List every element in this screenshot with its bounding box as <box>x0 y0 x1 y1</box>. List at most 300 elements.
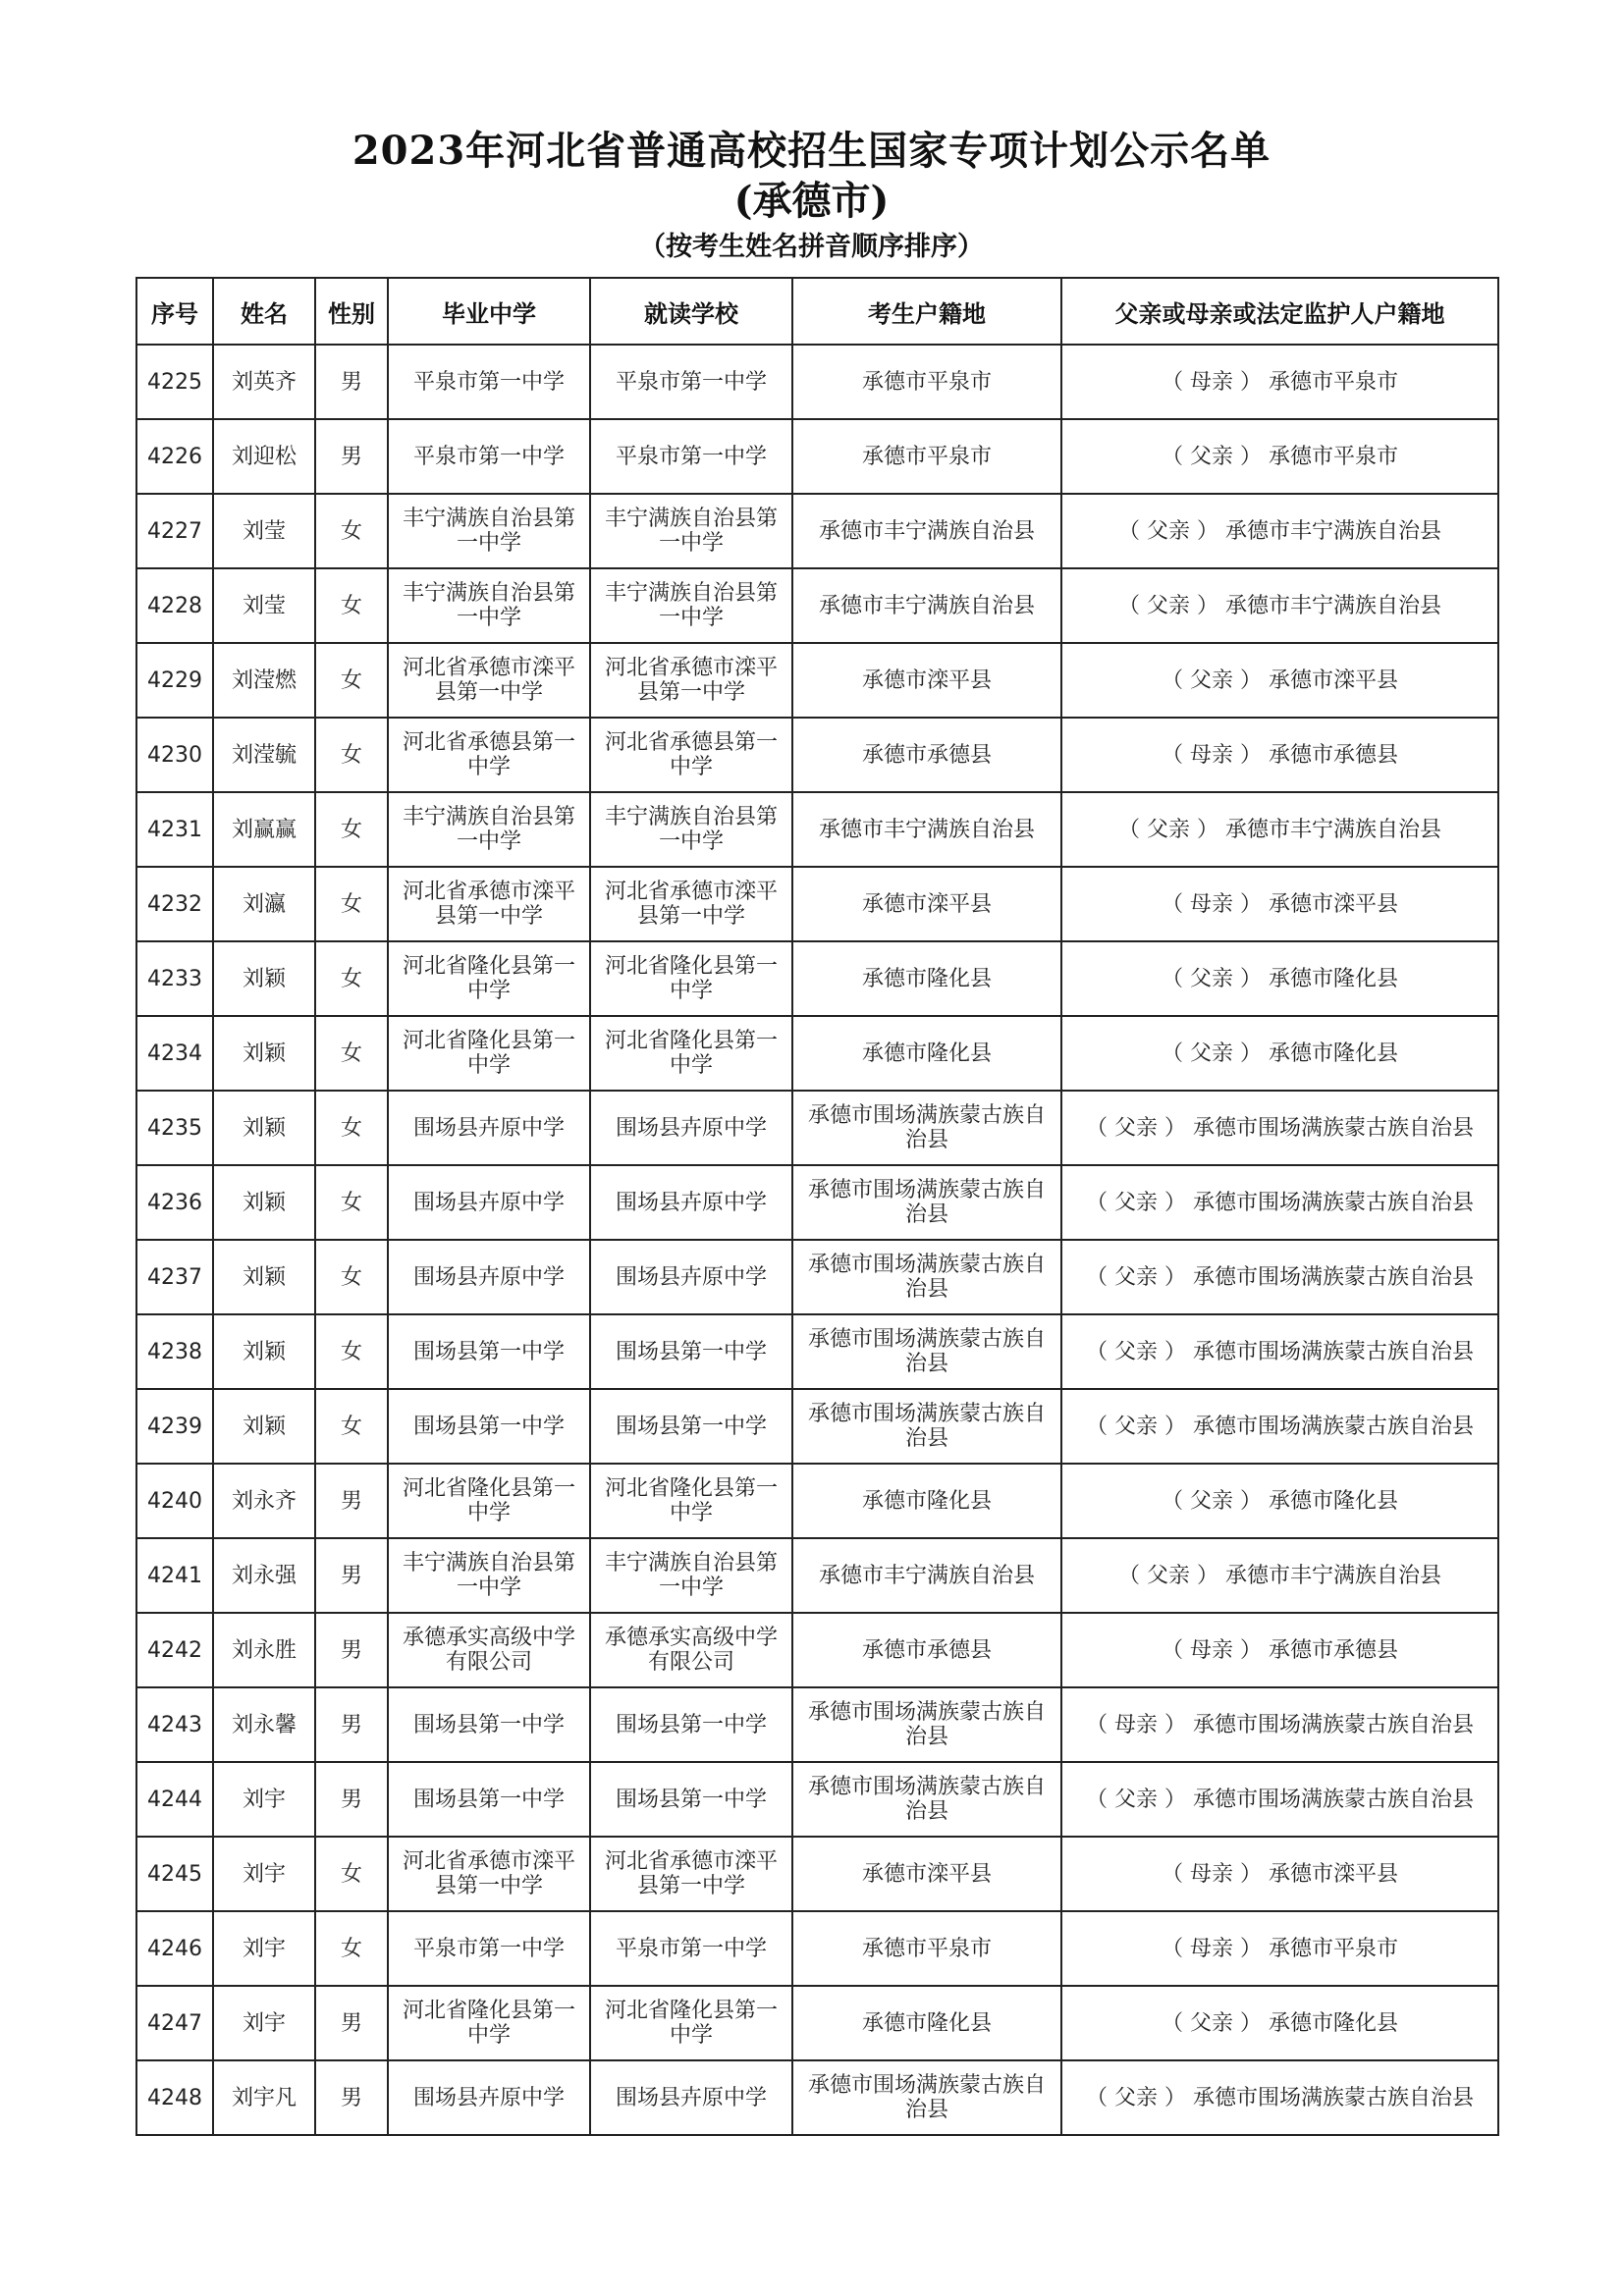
cell-name <box>213 419 315 494</box>
cell-guardian-hukou <box>1061 792 1498 867</box>
cell-student-hukou <box>792 941 1061 1016</box>
cell-gender <box>315 1389 388 1464</box>
cell-guardian-hukou-text: （ 母亲 ） 承德市承德县 <box>1162 1637 1398 1663</box>
cell-name-text: 刘宇 <box>242 1861 286 1887</box>
cell-current-school-text: 河北省承德市滦平县第一中学 <box>604 656 778 705</box>
cell-guardian-hukou <box>1061 2060 1498 2135</box>
cell-guardian-hukou-text: （ 父亲 ） 承德市丰宁满族自治县 <box>1118 817 1441 842</box>
cell-graduation-school-text: 丰宁满族自治县第一中学 <box>402 805 575 854</box>
cell-student-hukou <box>792 419 1061 494</box>
cell-graduation-school <box>388 1165 590 1240</box>
cell-student-hukou-text: 承德市丰宁满族自治县 <box>818 1563 1035 1588</box>
cell-graduation-school <box>388 568 590 643</box>
cell-seq-text: 4227 <box>147 518 202 544</box>
cell-student-hukou-text: 承德市丰宁满族自治县 <box>818 593 1035 618</box>
cell-current-school-text: 河北省承德市滦平县第一中学 <box>604 880 778 929</box>
cell-name <box>213 718 315 792</box>
table-row <box>136 2060 1498 2135</box>
cell-gender-text: 男 <box>340 1637 362 1663</box>
cell-guardian-hukou <box>1061 1911 1498 1986</box>
cell-seq-text: 4239 <box>147 1414 202 1439</box>
cell-seq-text: 4248 <box>147 2085 202 2110</box>
document-title: 2023年河北省普通高校招生国家专项计划公示名单 <box>352 128 1271 174</box>
cell-name <box>213 494 315 568</box>
cell-seq <box>136 1837 213 1911</box>
cell-current-school-text: 河北省承德县第一中学 <box>604 730 778 779</box>
cell-guardian-hukou <box>1061 718 1498 792</box>
cell-graduation-school <box>388 2060 590 2135</box>
cell-guardian-hukou <box>1061 867 1498 941</box>
cell-gender-text: 男 <box>340 444 362 469</box>
cell-student-hukou-text: 承德市承德县 <box>861 742 992 768</box>
cell-current-school <box>590 1837 792 1911</box>
cell-student-hukou-text: 承德市隆化县 <box>861 1041 992 1066</box>
cell-current-school-text: 平泉市第一中学 <box>615 369 767 395</box>
cell-current-school-text: 围场县第一中学 <box>615 1712 767 1737</box>
cell-name-text: 刘永齐 <box>231 1488 297 1514</box>
cell-seq-text: 4231 <box>147 817 202 842</box>
cell-current-school-text: 围场县第一中学 <box>615 1414 767 1439</box>
cell-seq-text: 4246 <box>147 1936 202 1961</box>
cell-seq-text: 4240 <box>147 1488 202 1514</box>
cell-guardian-hukou <box>1061 1240 1498 1314</box>
cell-student-hukou <box>792 1762 1061 1837</box>
cell-gender <box>315 1762 388 1837</box>
cell-guardian-hukou-text: （ 母亲 ） 承德市平泉市 <box>1162 1936 1398 1961</box>
cell-graduation-school-text: 平泉市第一中学 <box>412 369 565 395</box>
cell-current-school-text: 河北省隆化县第一中学 <box>604 1476 778 1525</box>
cell-current-school <box>590 1314 792 1389</box>
cell-seq <box>136 792 213 867</box>
cell-current-school-text: 平泉市第一中学 <box>615 1936 767 1961</box>
cell-current-school-text: 围场县卉原中学 <box>615 1190 767 1215</box>
cell-seq <box>136 941 213 1016</box>
cell-gender-text: 男 <box>340 1712 362 1737</box>
table-row <box>136 1538 1498 1613</box>
cell-gender <box>315 1538 388 1613</box>
cell-seq <box>136 1613 213 1687</box>
cell-guardian-hukou <box>1061 1762 1498 1837</box>
table-body <box>136 345 1498 2135</box>
cell-student-hukou-text: 承德市围场满族蒙古族自治县 <box>807 1253 1046 1302</box>
header-guardian-hukou: 父亲或母亲或法定监护人户籍地 <box>1061 278 1498 345</box>
cell-graduation-school-text: 围场县卉原中学 <box>412 1190 565 1215</box>
cell-seq-text: 4241 <box>147 1563 202 1588</box>
cell-current-school-text: 围场县卉原中学 <box>615 1264 767 1290</box>
cell-graduation-school <box>388 345 590 419</box>
cell-guardian-hukou-text: （ 父亲 ） 承德市丰宁满族自治县 <box>1118 1563 1441 1588</box>
table-row <box>136 345 1498 419</box>
cell-student-hukou-text: 承德市平泉市 <box>861 369 992 395</box>
cell-current-school <box>590 867 792 941</box>
cell-seq-text: 4233 <box>147 966 202 991</box>
cell-guardian-hukou <box>1061 1314 1498 1389</box>
cell-student-hukou-text: 承德市隆化县 <box>861 1488 992 1514</box>
cell-name <box>213 1091 315 1165</box>
cell-graduation-school-text: 河北省承德县第一中学 <box>402 730 575 779</box>
cell-gender <box>315 941 388 1016</box>
cell-current-school-text: 平泉市第一中学 <box>615 444 767 469</box>
cell-name <box>213 1240 315 1314</box>
cell-gender <box>315 1091 388 1165</box>
cell-name <box>213 867 315 941</box>
cell-seq <box>136 494 213 568</box>
cell-guardian-hukou <box>1061 419 1498 494</box>
cell-graduation-school-text: 围场县第一中学 <box>412 1787 565 1812</box>
cell-graduation-school-text: 围场县第一中学 <box>412 1414 565 1439</box>
cell-student-hukou <box>792 1016 1061 1091</box>
cell-current-school <box>590 1687 792 1762</box>
cell-seq <box>136 867 213 941</box>
cell-student-hukou-text: 承德市围场满族蒙古族自治县 <box>807 1700 1046 1749</box>
cell-current-school <box>590 1911 792 1986</box>
cell-graduation-school-text: 围场县卉原中学 <box>412 2085 565 2110</box>
cell-current-school <box>590 568 792 643</box>
cell-gender <box>315 1165 388 1240</box>
cell-seq <box>136 1538 213 1613</box>
cell-gender-text: 男 <box>340 1488 362 1514</box>
cell-guardian-hukou <box>1061 1538 1498 1613</box>
cell-student-hukou-text: 承德市平泉市 <box>861 1936 992 1961</box>
cell-student-hukou-text: 承德市承德县 <box>861 1637 992 1663</box>
cell-gender-text: 女 <box>340 966 362 991</box>
cell-current-school-text: 承德承实高级中学有限公司 <box>604 1626 778 1675</box>
cell-student-hukou-text: 承德市滦平县 <box>861 1861 992 1887</box>
cell-name-text: 刘莹 <box>242 593 286 618</box>
cell-name-text: 刘颖 <box>242 1264 286 1290</box>
cell-gender-text: 男 <box>340 2010 362 2036</box>
cell-name <box>213 568 315 643</box>
table-row <box>136 1687 1498 1762</box>
cell-gender-text: 女 <box>340 1115 362 1141</box>
cell-graduation-school-text: 围场县第一中学 <box>412 1712 565 1737</box>
cell-seq <box>136 1464 213 1538</box>
cell-current-school <box>590 941 792 1016</box>
cell-current-school-text: 丰宁满族自治县第一中学 <box>604 805 778 854</box>
cell-current-school-text: 围场县第一中学 <box>615 1787 767 1812</box>
cell-current-school <box>590 2060 792 2135</box>
cell-seq <box>136 1762 213 1837</box>
cell-seq <box>136 1687 213 1762</box>
cell-guardian-hukou-text: （ 父亲 ） 承德市围场满族蒙古族自治县 <box>1086 2085 1474 2110</box>
cell-name <box>213 1687 315 1762</box>
cell-graduation-school <box>388 1687 590 1762</box>
cell-name <box>213 1389 315 1464</box>
cell-student-hukou-text: 承德市丰宁满族自治县 <box>818 518 1035 544</box>
cell-gender <box>315 1613 388 1687</box>
cell-gender <box>315 2060 388 2135</box>
cell-current-school <box>590 1091 792 1165</box>
cell-current-school-text: 河北省隆化县第一中学 <box>604 954 778 1003</box>
cell-current-school <box>590 643 792 718</box>
cell-graduation-school <box>388 1613 590 1687</box>
cell-graduation-school <box>388 1389 590 1464</box>
cell-guardian-hukou-text: （ 父亲 ） 承德市围场满族蒙古族自治县 <box>1086 1264 1474 1290</box>
cell-seq-text: 4228 <box>147 593 202 618</box>
cell-name-text: 刘颖 <box>242 1115 286 1141</box>
cell-gender <box>315 718 388 792</box>
cell-name <box>213 792 315 867</box>
cell-graduation-school-text: 围场县卉原中学 <box>412 1264 565 1290</box>
cell-guardian-hukou <box>1061 1165 1498 1240</box>
header-graduation-school: 毕业中学 <box>388 278 590 345</box>
cell-name <box>213 1613 315 1687</box>
cell-guardian-hukou <box>1061 345 1498 419</box>
header-seq: 序号 <box>136 278 213 345</box>
cell-student-hukou-text: 承德市围场满族蒙古族自治县 <box>807 1103 1046 1152</box>
cell-seq-text: 4247 <box>147 2010 202 2036</box>
cell-student-hukou <box>792 1165 1061 1240</box>
cell-graduation-school <box>388 1091 590 1165</box>
cell-graduation-school-text: 河北省隆化县第一中学 <box>402 1999 575 2048</box>
cell-current-school <box>590 419 792 494</box>
cell-name-text: 刘颖 <box>242 966 286 991</box>
cell-guardian-hukou-text: （ 母亲 ） 承德市滦平县 <box>1162 891 1398 917</box>
table-row <box>136 941 1498 1016</box>
cell-name-text: 刘瀛 <box>242 891 286 917</box>
cell-name-text: 刘永胜 <box>231 1637 297 1663</box>
cell-guardian-hukou-text: （ 母亲 ） 承德市平泉市 <box>1162 369 1398 395</box>
cell-name <box>213 1314 315 1389</box>
cell-seq-text: 4236 <box>147 1190 202 1215</box>
cell-guardian-hukou-text: （ 父亲 ） 承德市隆化县 <box>1162 1041 1398 1066</box>
cell-seq <box>136 1986 213 2060</box>
cell-seq-text: 4245 <box>147 1861 202 1887</box>
cell-name-text: 刘滢燃 <box>231 667 297 693</box>
table-header <box>136 278 1498 345</box>
cell-seq-text: 4237 <box>147 1264 202 1290</box>
cell-guardian-hukou-text: （ 父亲 ） 承德市平泉市 <box>1162 444 1398 469</box>
cell-name <box>213 345 315 419</box>
cell-current-school-text: 丰宁满族自治县第一中学 <box>604 1551 778 1600</box>
document-header <box>0 126 1623 267</box>
cell-gender <box>315 1837 388 1911</box>
cell-current-school <box>590 1165 792 1240</box>
cell-guardian-hukou-text: （ 父亲 ） 承德市丰宁满族自治县 <box>1118 518 1441 544</box>
table-row <box>136 1464 1498 1538</box>
cell-seq <box>136 1165 213 1240</box>
cell-current-school <box>590 345 792 419</box>
cell-seq <box>136 568 213 643</box>
header-student-hukou: 考生户籍地 <box>792 278 1061 345</box>
cell-student-hukou <box>792 1464 1061 1538</box>
cell-student-hukou <box>792 2060 1061 2135</box>
table-row <box>136 1016 1498 1091</box>
cell-name <box>213 1986 315 2060</box>
table-row <box>136 494 1498 568</box>
cell-student-hukou <box>792 643 1061 718</box>
cell-guardian-hukou-text: （ 父亲 ） 承德市隆化县 <box>1162 1488 1398 1514</box>
cell-graduation-school <box>388 1762 590 1837</box>
cell-name-text: 刘颖 <box>242 1190 286 1215</box>
cell-gender-text: 女 <box>340 742 362 768</box>
cell-graduation-school-text: 河北省隆化县第一中学 <box>402 954 575 1003</box>
cell-seq <box>136 2060 213 2135</box>
cell-student-hukou <box>792 1389 1061 1464</box>
cell-guardian-hukou <box>1061 941 1498 1016</box>
cell-gender-text: 女 <box>340 1339 362 1364</box>
cell-seq-text: 4229 <box>147 667 202 693</box>
cell-graduation-school <box>388 1464 590 1538</box>
cell-seq <box>136 1240 213 1314</box>
cell-guardian-hukou <box>1061 1986 1498 2060</box>
table-row <box>136 867 1498 941</box>
cell-guardian-hukou <box>1061 1389 1498 1464</box>
cell-seq <box>136 1389 213 1464</box>
cell-graduation-school-text: 丰宁满族自治县第一中学 <box>402 1551 575 1600</box>
cell-seq <box>136 1911 213 1986</box>
cell-student-hukou-text: 承德市丰宁满族自治县 <box>818 817 1035 842</box>
cell-graduation-school <box>388 1314 590 1389</box>
cell-graduation-school-text: 丰宁满族自治县第一中学 <box>402 507 575 556</box>
cell-student-hukou <box>792 345 1061 419</box>
header-name: 姓名 <box>213 278 315 345</box>
cell-seq <box>136 1016 213 1091</box>
cell-guardian-hukou-text: （ 父亲 ） 承德市围场满族蒙古族自治县 <box>1086 1115 1474 1141</box>
cell-graduation-school <box>388 1240 590 1314</box>
table-row <box>136 1986 1498 2060</box>
cell-current-school-text: 河北省承德市滦平县第一中学 <box>604 1849 778 1898</box>
cell-student-hukou <box>792 568 1061 643</box>
cell-graduation-school-text: 围场县第一中学 <box>412 1339 565 1364</box>
cell-student-hukou <box>792 792 1061 867</box>
cell-gender-text: 女 <box>340 817 362 842</box>
cell-graduation-school-text: 围场县卉原中学 <box>412 1115 565 1141</box>
cell-name-text: 刘颖 <box>242 1414 286 1439</box>
cell-gender <box>315 643 388 718</box>
cell-graduation-school <box>388 419 590 494</box>
table-row <box>136 792 1498 867</box>
cell-guardian-hukou-text: （ 父亲 ） 承德市滦平县 <box>1162 667 1398 693</box>
cell-current-school-text: 围场县卉原中学 <box>615 1115 767 1141</box>
roster-table <box>135 277 1499 2136</box>
cell-graduation-school <box>388 941 590 1016</box>
cell-student-hukou <box>792 1538 1061 1613</box>
table-row <box>136 1314 1498 1389</box>
cell-graduation-school-text: 丰宁满族自治县第一中学 <box>402 581 575 630</box>
cell-seq <box>136 1314 213 1389</box>
cell-seq <box>136 1091 213 1165</box>
cell-name-text: 刘宇 <box>242 1936 286 1961</box>
cell-graduation-school-text: 河北省承德市滦平县第一中学 <box>402 880 575 929</box>
cell-student-hukou-text: 承德市滦平县 <box>861 891 992 917</box>
cell-student-hukou <box>792 494 1061 568</box>
cell-gender-text: 男 <box>340 369 362 395</box>
cell-guardian-hukou-text: （ 母亲 ） 承德市围场满族蒙古族自治县 <box>1086 1712 1474 1737</box>
cell-name <box>213 1837 315 1911</box>
cell-student-hukou-text: 承德市围场满族蒙古族自治县 <box>807 1178 1046 1227</box>
cell-gender-text: 女 <box>340 1041 362 1066</box>
cell-guardian-hukou-text: （ 父亲 ） 承德市围场满族蒙古族自治县 <box>1086 1414 1474 1439</box>
cell-guardian-hukou <box>1061 1687 1498 1762</box>
table-row <box>136 568 1498 643</box>
cell-name-text: 刘永馨 <box>231 1712 297 1737</box>
table-row <box>136 1613 1498 1687</box>
cell-student-hukou-text: 承德市围场满族蒙古族自治县 <box>807 1775 1046 1824</box>
cell-gender <box>315 1687 388 1762</box>
cell-gender <box>315 1911 388 1986</box>
cell-guardian-hukou-text: （ 父亲 ） 承德市围场满族蒙古族自治县 <box>1086 1339 1474 1364</box>
cell-seq <box>136 345 213 419</box>
table-row <box>136 1911 1498 1986</box>
cell-graduation-school <box>388 792 590 867</box>
cell-student-hukou-text: 承德市隆化县 <box>861 966 992 991</box>
cell-name-text: 刘颖 <box>242 1041 286 1066</box>
cell-student-hukou <box>792 1240 1061 1314</box>
cell-student-hukou-text: 承德市围场满族蒙古族自治县 <box>807 2073 1046 2122</box>
cell-name <box>213 941 315 1016</box>
table-row <box>136 1389 1498 1464</box>
cell-name-text: 刘英齐 <box>231 369 297 395</box>
cell-name <box>213 1911 315 1986</box>
cell-gender <box>315 867 388 941</box>
cell-graduation-school-text: 河北省隆化县第一中学 <box>402 1029 575 1078</box>
cell-guardian-hukou <box>1061 1464 1498 1538</box>
cell-gender <box>315 1986 388 2060</box>
cell-current-school <box>590 1016 792 1091</box>
cell-guardian-hukou <box>1061 643 1498 718</box>
document-subtitle: (承德市) <box>733 178 890 224</box>
cell-seq-text: 4242 <box>147 1637 202 1663</box>
table-row <box>136 419 1498 494</box>
cell-name-text: 刘宇 <box>242 2010 286 2036</box>
cell-name <box>213 1165 315 1240</box>
cell-current-school <box>590 1538 792 1613</box>
cell-guardian-hukou <box>1061 568 1498 643</box>
cell-gender <box>315 1464 388 1538</box>
cell-current-school <box>590 1389 792 1464</box>
cell-current-school <box>590 792 792 867</box>
cell-graduation-school <box>388 494 590 568</box>
table-row <box>136 1240 1498 1314</box>
cell-current-school-text: 围场县卉原中学 <box>615 2085 767 2110</box>
cell-gender-text: 女 <box>340 1190 362 1215</box>
cell-student-hukou <box>792 1091 1061 1165</box>
cell-name <box>213 1016 315 1091</box>
cell-current-school-text: 丰宁满族自治县第一中学 <box>604 507 778 556</box>
cell-student-hukou-text: 承德市围场满族蒙古族自治县 <box>807 1402 1046 1451</box>
cell-name <box>213 643 315 718</box>
cell-seq-text: 4243 <box>147 1712 202 1737</box>
cell-graduation-school <box>388 867 590 941</box>
cell-student-hukou <box>792 1687 1061 1762</box>
cell-student-hukou-text: 承德市围场满族蒙古族自治县 <box>807 1327 1046 1376</box>
cell-name-text: 刘宇 <box>242 1787 286 1812</box>
cell-student-hukou-text: 承德市滦平县 <box>861 667 992 693</box>
cell-graduation-school <box>388 643 590 718</box>
cell-gender-text: 女 <box>340 1861 362 1887</box>
cell-gender-text: 女 <box>340 1414 362 1439</box>
cell-gender-text: 女 <box>340 1264 362 1290</box>
cell-student-hukou <box>792 1837 1061 1911</box>
cell-gender-text: 女 <box>340 1936 362 1961</box>
cell-graduation-school <box>388 1837 590 1911</box>
cell-current-school-text: 围场县第一中学 <box>615 1339 767 1364</box>
cell-student-hukou <box>792 1613 1061 1687</box>
cell-student-hukou <box>792 867 1061 941</box>
cell-guardian-hukou <box>1061 1837 1498 1911</box>
cell-student-hukou <box>792 1986 1061 2060</box>
cell-graduation-school-text: 平泉市第一中学 <box>412 1936 565 1961</box>
cell-current-school <box>590 1464 792 1538</box>
cell-graduation-school <box>388 718 590 792</box>
cell-graduation-school-text: 承德承实高级中学有限公司 <box>402 1626 575 1675</box>
cell-guardian-hukou <box>1061 1091 1498 1165</box>
cell-seq-text: 4238 <box>147 1339 202 1364</box>
cell-gender <box>315 792 388 867</box>
cell-gender <box>315 568 388 643</box>
header-gender: 性别 <box>315 278 388 345</box>
